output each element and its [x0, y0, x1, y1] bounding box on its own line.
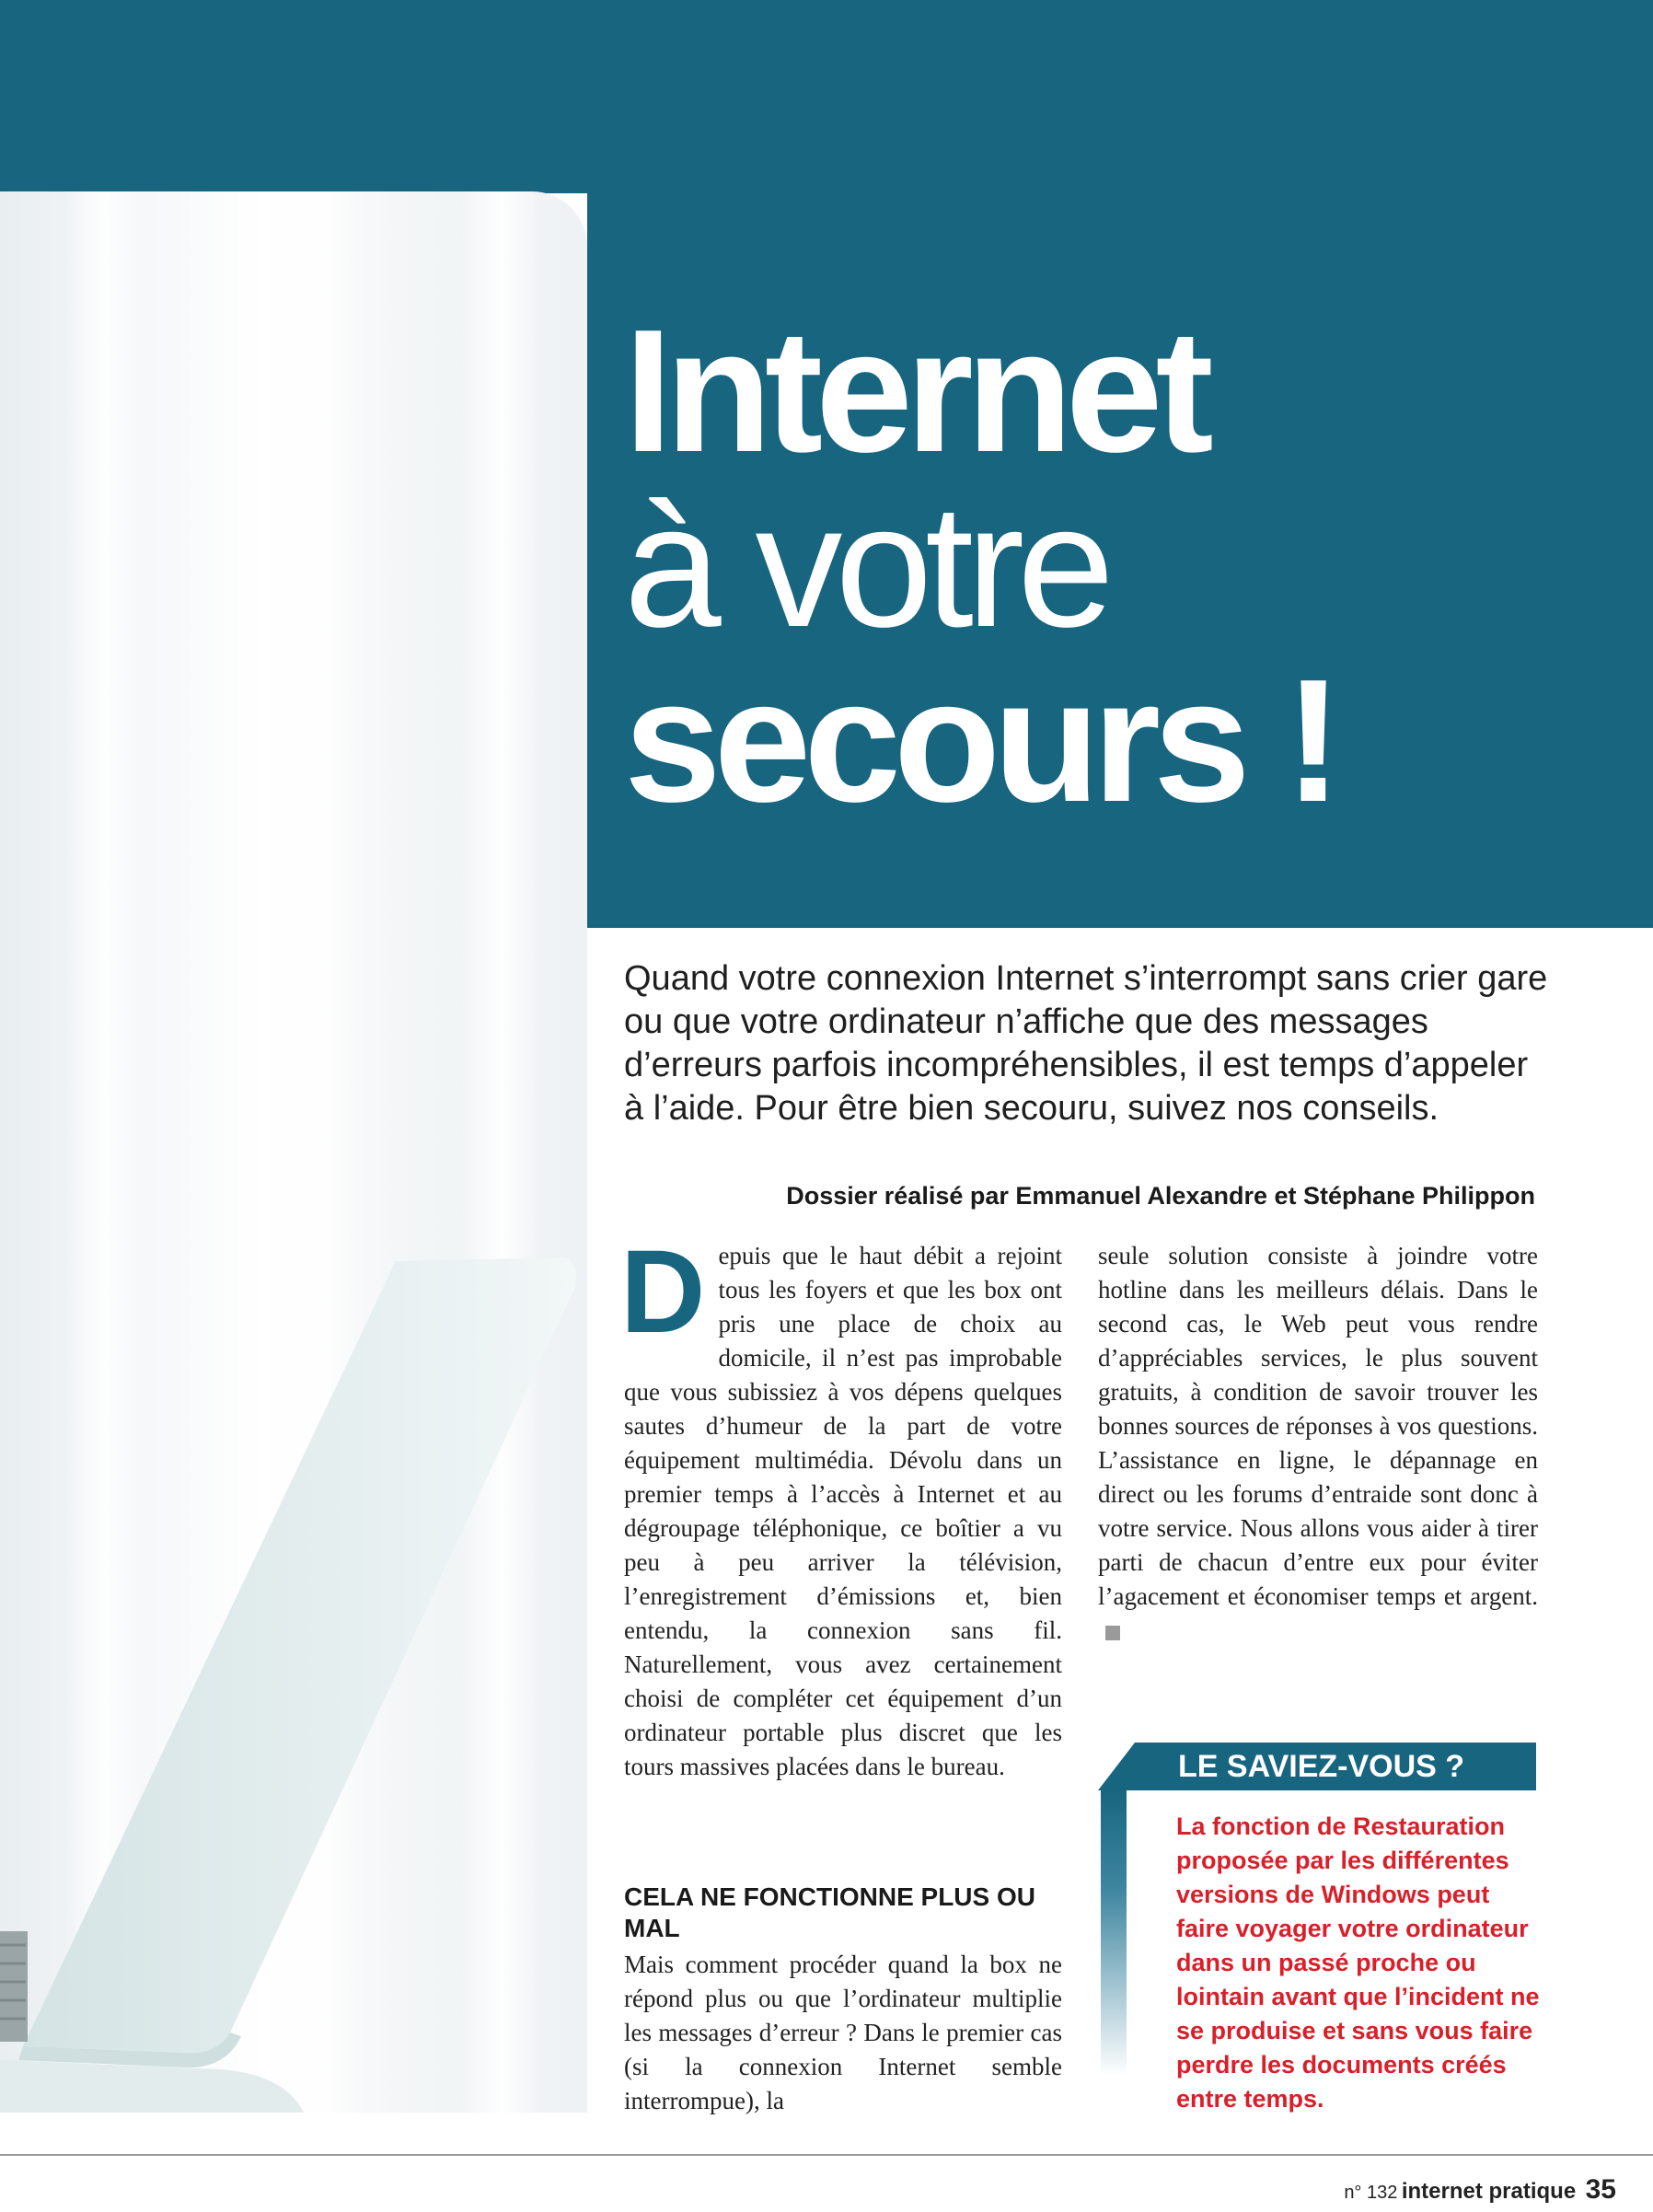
section-subheading: CELA NE FONCTIONNE PLUS OU MAL — [624, 1882, 1035, 1942]
drop-cap: D — [620, 1226, 706, 1358]
body-column-1 — [620, 1226, 1062, 1784]
body-column-1-text: epuis que le haut débit a rejoint tous les foyers et que les box ont pris une place de choix au domicile, il n’est pas improbable que vous subissiez à vos dépens quelques sautes d’humeur de la part de votre équipement multimédia. Dévolu dans un premier temps à l’accès à Internet et au dégroupage téléphonique, ce boîtier a vu peu à peu arriver la télévision, l’enregistrement d’émissions et, bien entendu, la connexion sans fil. Naturellement, vous avez certainement choisi de compléter cet équipement d’un ordinateur portable plus discret que les tours massives placées dans le bureau. — [624, 1242, 1062, 1780]
title-line-1: Internet — [624, 294, 1207, 489]
laptop-photo — [0, 191, 587, 2113]
body-column-2 — [1098, 1239, 1538, 1648]
laptop-illustration — [0, 191, 587, 2113]
body-column-2-text: seule solution consiste à joindre votre hotline dans les meilleurs délais. Dans le second cas, le Web peut vous rendre d’appréciables services, le plus souvent gratuits, à condition de savoir trouver les bonnes sources de réponses à vos questions. L’assistance en ligne, le dépannage en direct ou les forums d’entraide sont donc à votre service. Nous allons vous aider à tirer parti de chacun d’entre eux pour éviter l’agacement et économiser temps et argent. — [1098, 1242, 1538, 1610]
footer-rule — [0, 2154, 1653, 2156]
article-intro: Quand votre connexion Internet s’interrompt sans crier gare ou que votre ordinateur n’affiche que des messages d’erreurs parfois incompréhensibles, il est temps d’appeler à l’aide. Pour être bien secouru, suivez nos conseils. — [624, 959, 1548, 1128]
sidebar-accent-bar — [1101, 1790, 1127, 2076]
byline: Dossier réalisé par Emmanuel Alexandre et Stéphane Philippon — [786, 1182, 1535, 1210]
end-of-article-mark — [1105, 1626, 1120, 1640]
footer-magazine: internet pratique — [1401, 2179, 1577, 2204]
title-line-3: secours ! — [624, 643, 1335, 839]
article-title — [624, 294, 1335, 839]
body-column-1-continued: Mais comment procéder quand la box ne répond plus ou que l’ordinateur multiplie les messages d’erreur ? Dans le premier cas (si la connexion Internet semble interrompue), la — [624, 1951, 1062, 2114]
sidebar-text: La fonction de Restauration proposée par les différentes versions de Windows peut faire voyager votre ordinateur dans un passé proche ou lointain avant que l’incident ne se produise et sans vous faire perdre les documents créés entre temps. — [1176, 1812, 1540, 2113]
footer-issue: n° 132 — [1344, 2183, 1398, 2203]
page-number: 35 — [1585, 2174, 1616, 2205]
title-line-2: à votre — [624, 469, 1107, 664]
sidebar-title: LE SAVIEZ-VOUS ? — [1178, 1749, 1465, 1784]
page-footer — [1344, 2174, 1616, 2206]
top-color-band — [0, 0, 1653, 193]
